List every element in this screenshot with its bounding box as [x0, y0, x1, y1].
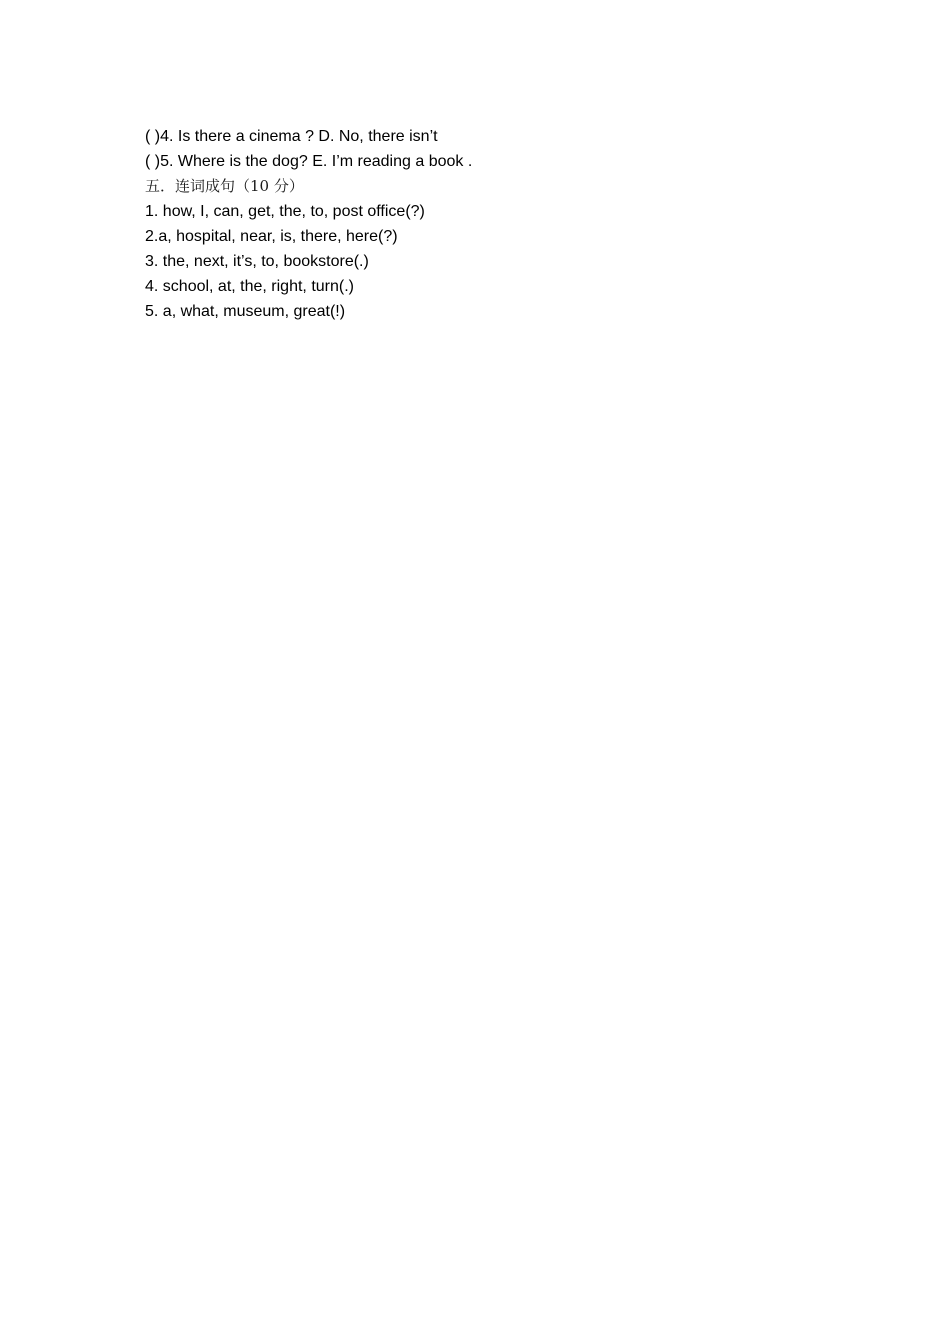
matching-item-5: ( )5. Where is the dog? E. I’m reading a book .	[145, 153, 473, 170]
matching-item-4: ( )4. Is there a cinema ? D. No, there isn’t	[145, 128, 438, 145]
worksheet-content	[145, 124, 845, 324]
question-1: 1. how, I, can, get, the, to, post office(?)	[145, 203, 425, 220]
question-3: 3. the, next, it’s, to, bookstore(.)	[145, 253, 369, 270]
question-2: 2.a, hospital, near, is, there, here(?)	[145, 228, 398, 245]
question-4: 4. school, at, the, right, turn(.)	[145, 278, 354, 295]
question-5: 5. a, what, museum, great(!)	[145, 303, 346, 320]
section-heading: 五．连词成句（10 分）	[145, 177, 304, 195]
